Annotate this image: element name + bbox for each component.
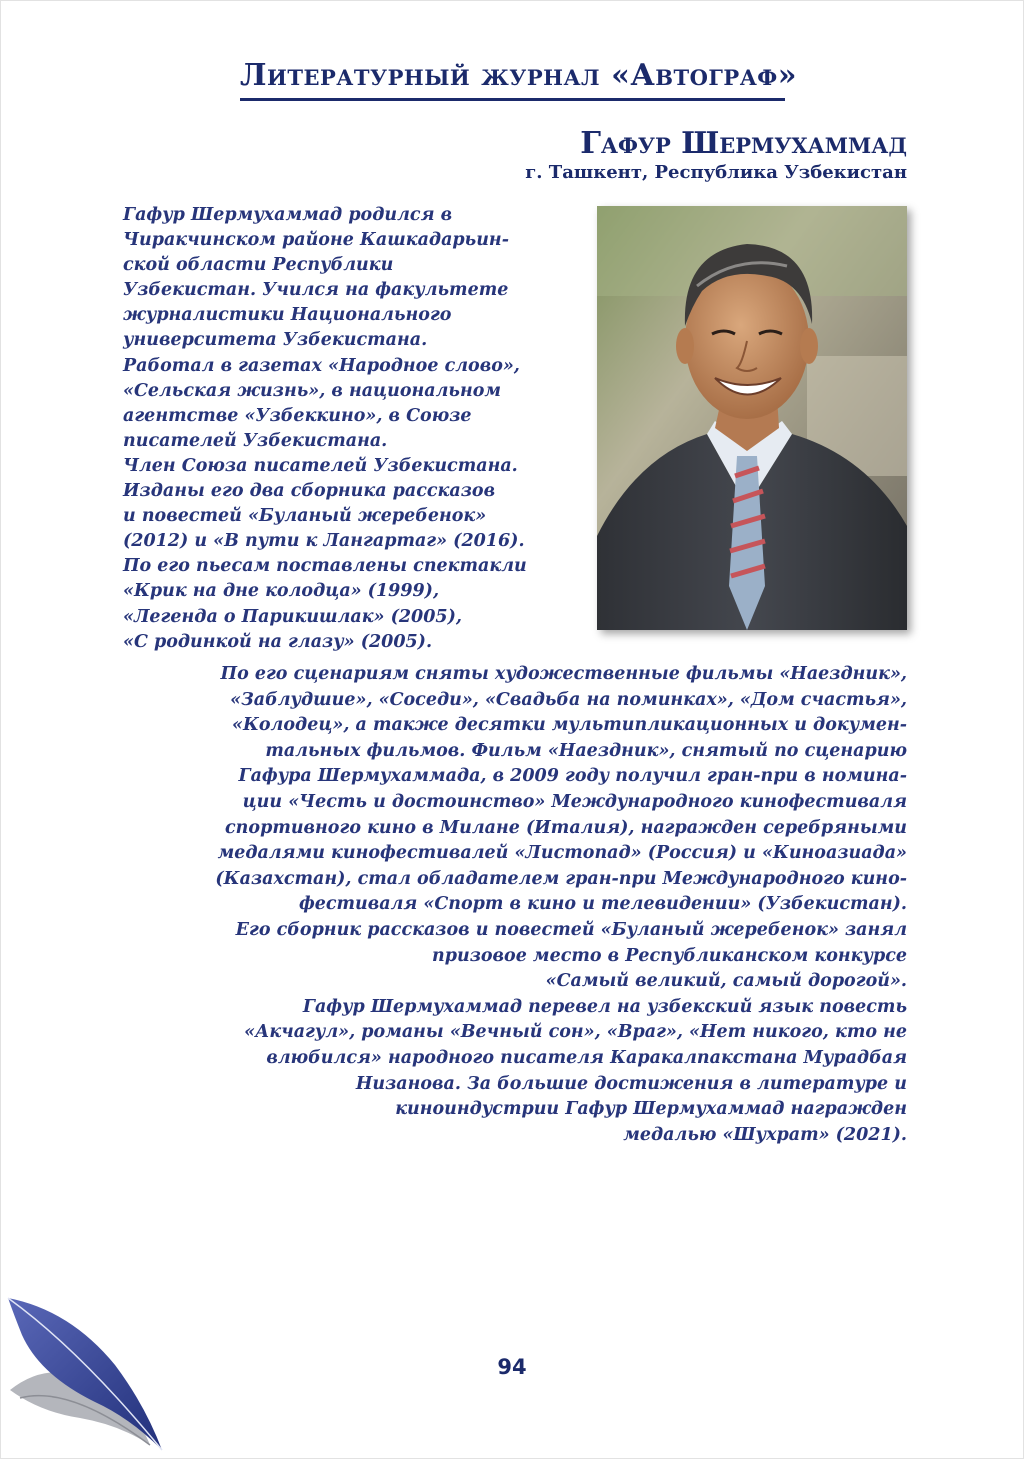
author-location: г. Ташкент, Республика Узбекистан — [525, 162, 907, 183]
bio-line: университета Узбекистана. — [123, 330, 428, 351]
bio-line: агентстве «Узбеккино», в Союзе — [123, 405, 472, 426]
bio-line: Изданы его два сборника рассказов — [123, 481, 496, 502]
bio-line: Работал в газетах «Народное слово», — [123, 355, 520, 376]
bio-line: «Сельская жизнь», в национальном — [123, 380, 502, 401]
filmography-line: медалью «Шухрат» (2021). — [623, 1124, 907, 1145]
filmography-line: «Заблудшие», «Соседи», «Свадьба на поминках», «Дом счастья», — [230, 689, 907, 710]
filmography-line: влюбился» народного писателя Каракалпакстана Мурадбая — [266, 1047, 907, 1068]
filmography-line: киноиндустрии Гафур Шермухаммад награжден — [395, 1099, 907, 1120]
bio-line: ской области Республики — [123, 255, 394, 276]
bio-line: и повестей «Буланый жеребенок» — [123, 506, 487, 527]
filmography-text — [100, 662, 907, 1148]
filmography-line: ции «Честь и достоинство» Международного кинофестиваля — [242, 791, 907, 812]
filmography-line: Низанова. За большие достижения в литературе и — [355, 1073, 907, 1094]
filmography-line: По его сценариям сняты художественные фильмы «Наездник», — [220, 664, 907, 684]
title-underline — [240, 98, 785, 101]
filmography-line: фестиваля «Спорт в кино и телевидении» (Узбекистан). — [298, 894, 907, 915]
bio-line: писателей Узбекистана. — [123, 430, 388, 451]
filmography-line: «Самый великий, самый дорогой». — [545, 971, 907, 992]
filmography-line: Его сборник рассказов и повестей «Буланый жеребенок» занял — [235, 919, 907, 940]
author-biography — [123, 203, 583, 655]
author-name: Гафур Шермухаммад — [580, 126, 907, 161]
filmography-line: тальных фильмов. Фильм «Наездник», снятый по сценарию — [265, 740, 907, 761]
filmography-line: «Акчагул», романы «Вечный сон», «Враг», «Нет никого, кто не — [244, 1022, 907, 1043]
bio-line: Чиракчинском районе Кашкадарьин- — [123, 230, 509, 251]
filmography-line: спортивного кино в Милане (Италия), награжден серебряными — [225, 817, 907, 838]
filmography-line: Гафур Шермухаммад перевел на узбекский язык повесть — [302, 996, 907, 1017]
bio-line: По его пьесам поставлены спектакли — [123, 556, 527, 577]
bio-line: Член Союза писателей Узбекистана. — [123, 455, 518, 476]
author-portrait-photo — [597, 206, 907, 630]
filmography-line: (Казахстан), стал обладателем гран-при Международного кино- — [215, 868, 907, 889]
bio-line: «С родинкой на глазу» (2005). — [123, 631, 433, 652]
bio-line: журналистики Национального — [123, 305, 452, 326]
bio-line: «Легенда о Парикишлак» (2005), — [123, 606, 462, 627]
filmography-line: медалями кинофестивалей «Листопад» (Россия) и «Киноазиада» — [217, 843, 907, 864]
bio-line: (2012) и «В пути к Лангартаг» (2016). — [123, 531, 525, 552]
journal-title: Литературный журнал «Автограф» — [240, 58, 797, 93]
bio-line: Гафур Шермухаммад родился в — [123, 205, 453, 225]
filmography-line: призовое место в Республиканском конкурсе — [432, 945, 907, 966]
page-number: 94 — [497, 1355, 527, 1379]
quill-feather-icon — [0, 1290, 175, 1455]
bio-line: «Крик на дне колодца» (1999), — [123, 581, 440, 602]
filmography-line: «Колодец», а также десятки мультипликационных и докумен- — [232, 715, 907, 736]
bio-line: Узбекистан. Учился на факультете — [123, 280, 509, 301]
filmography-line: Гафура Шермухаммада, в 2009 году получил гран-при в номина- — [238, 766, 907, 787]
